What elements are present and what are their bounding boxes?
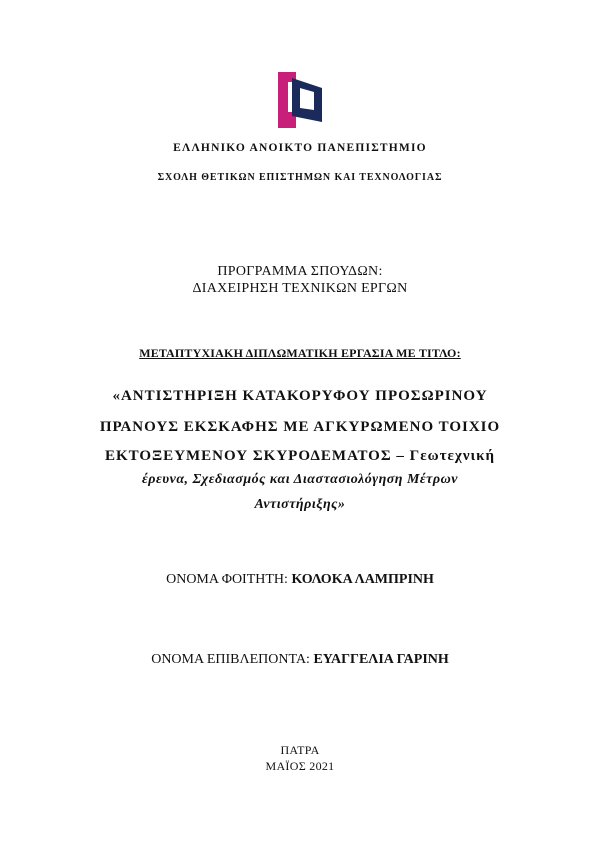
thesis-title-line-4: έρευνα, Σχεδιασμός και Διαστασιολόγηση Μέτρων	[142, 472, 458, 487]
supervisor-name: ΕΥΑΓΓΕΛΙΑ ΓΑΡΙΝΗ	[313, 652, 449, 667]
thesis-label: ΜΕΤΑΠΤΥΧΙΑΚΗ ΔΙΠΛΩΜΑΤΙΚΗ ΕΡΓΑΣΙΑ ΜΕ ΤΙΤΛΟ:	[139, 346, 461, 360]
university-logo	[278, 72, 322, 128]
student-line	[0, 572, 600, 588]
city: ΠΑΤΡΑ	[280, 743, 320, 757]
supervisor-label: ΟΝΟΜΑ ΕΠΙΒΛΕΠΟΝΤΑ:	[151, 652, 314, 667]
logo-magenta-left	[278, 82, 288, 112]
supervisor-line	[0, 652, 600, 668]
program-label: ΠΡΟΓΡΑΜΜΑ ΣΠΟΥΔΩΝ:	[217, 264, 383, 279]
student-label: ΟΝΟΜΑ ΦΟΙΤΗΤΗ:	[166, 572, 292, 587]
student-name: ΚΟΛΟΚΑ ΛΑΜΠΡΙΝΗ	[291, 572, 434, 587]
thesis-title-line-3: ΕΚΤΟΞΕΥΜΕΝΟΥ ΣΚΥΡΟΔΕΜΑΤΟΣ – Γεωτεχνική	[104, 448, 496, 464]
program-name: ΔΙΑΧΕΙΡΗΣΗ ΤΕΧΝΙΚΩΝ ΕΡΓΩΝ	[192, 281, 408, 296]
thesis-title-line-5: Αντιστήριξης»	[254, 497, 346, 512]
university-name: ΕΛΛΗΝΙΚΟ ΑΝΟΙΚΤΟ ΠΑΝΕΠΙΣΤΗΜΙΟ	[173, 142, 427, 154]
school-name: ΣΧΟΛΗ ΘΕΤΙΚΩΝ ΕΠΙΣΤΗΜΩΝ ΚΑΙ ΤΕΧΝΟΛΟΓΙΑΣ	[157, 172, 443, 183]
thesis-title-line-2: ΠΡΑΝΟΥΣ ΕΚΣΚΑΦΗΣ ΜΕ ΑΓΚΥΡΩΜΕΝΟ ΤΟΙΧΙΟ	[99, 419, 501, 435]
thesis-title-line-1: «ΑΝΤΙΣΤΗΡΙΞΗ ΚΑΤΑΚΟΡΥΦΟΥ ΠΡΟΣΩΡΙΝΟΥ	[112, 388, 488, 404]
date: ΜΑΪΟΣ 2021	[265, 759, 335, 773]
